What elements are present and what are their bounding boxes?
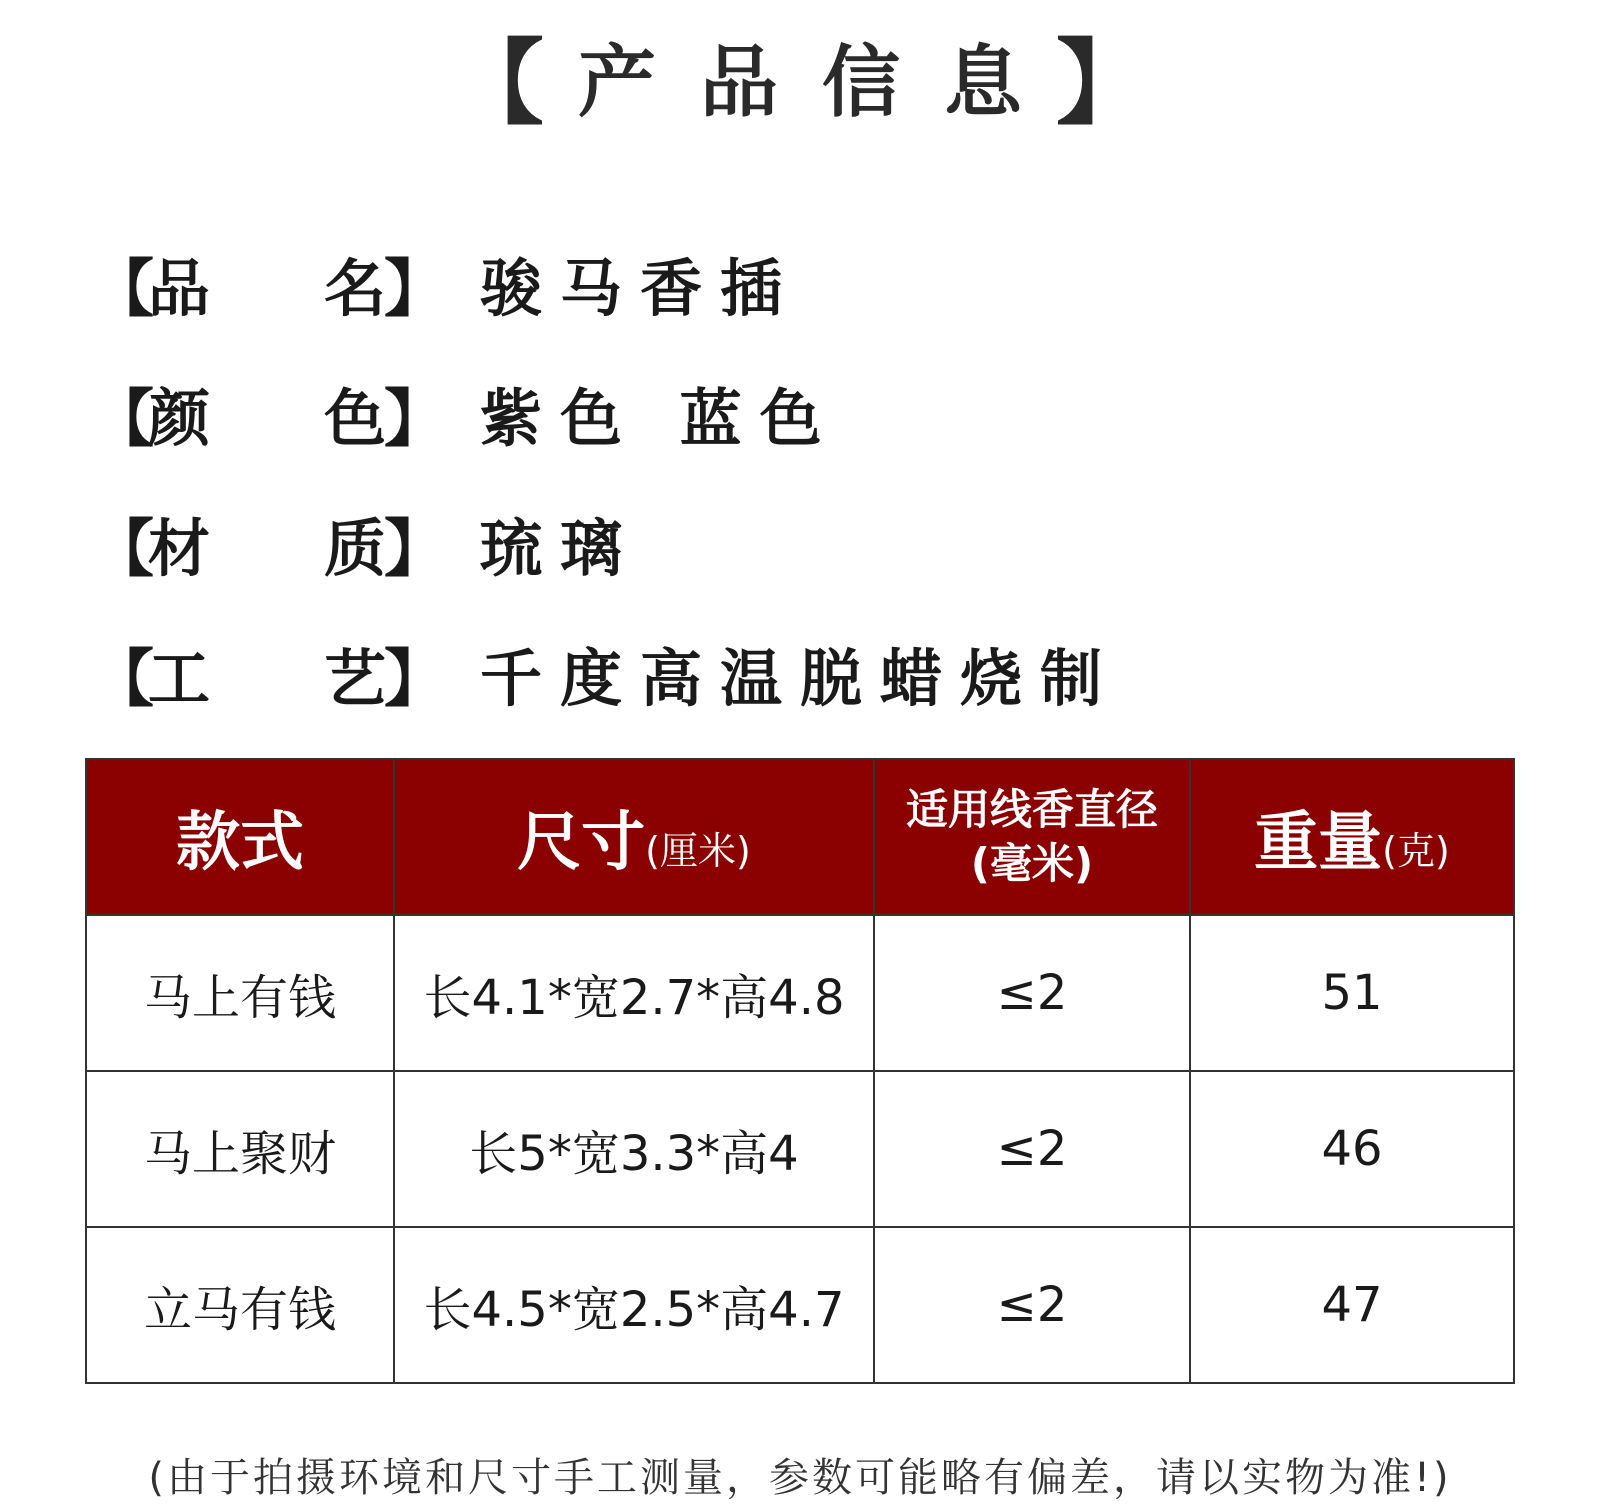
disclaimer-note: (由于拍摄环境和尺寸手工测量，参数可能略有偏差，请以实物为准!) — [148, 1455, 1452, 1501]
info-row-name — [92, 218, 1392, 348]
info-key-char: 名 — [324, 251, 387, 325]
info-key-char: 艺 — [324, 641, 387, 715]
cell-size: 长4.1*宽2.7*高4.8 — [394, 915, 874, 1071]
header-diameter-label: 适用线香直径 — [905, 785, 1158, 834]
title-char: 息 — [944, 37, 1023, 128]
info-row-craft — [92, 608, 1392, 738]
header-size-unit: (厘米) — [645, 829, 751, 873]
info-list — [92, 218, 1392, 738]
table-row — [86, 1071, 1514, 1227]
table-header-row — [86, 759, 1514, 915]
title-char: 品 — [699, 37, 778, 128]
info-row-material — [92, 478, 1392, 608]
info-value-craft: 千度高温脱蜡烧制 — [480, 641, 1121, 715]
info-key-char: 质 — [324, 511, 387, 585]
cell-diameter: ≤2 — [874, 1071, 1190, 1227]
table-row — [86, 1227, 1514, 1383]
info-close-bracket: 】 — [384, 641, 447, 715]
title-close-bracket: 】 — [1056, 29, 1149, 137]
cell-size: 长5*宽3.3*高4 — [394, 1071, 874, 1227]
info-close-bracket: 】 — [384, 381, 447, 455]
title-text — [577, 37, 1023, 128]
title-char: 信 — [822, 37, 901, 128]
cell-diameter: ≤2 — [874, 1227, 1190, 1383]
page-title — [0, 28, 1600, 138]
header-weight — [1190, 759, 1514, 915]
info-key-char: 材 — [148, 511, 211, 585]
info-close-bracket: 】 — [384, 251, 447, 325]
header-diameter — [874, 759, 1190, 915]
info-value-color: 紫色 蓝色 — [480, 381, 840, 455]
header-diameter-unit: (毫米) — [970, 839, 1094, 888]
cell-weight: 51 — [1190, 915, 1514, 1071]
header-size — [394, 759, 874, 915]
cell-style: 立马有钱 — [86, 1227, 394, 1383]
cell-size: 长4.5*宽2.5*高4.7 — [394, 1227, 874, 1383]
info-key-char: 工 — [148, 641, 211, 715]
info-key-char: 品 — [148, 251, 211, 325]
cell-diameter: ≤2 — [874, 915, 1190, 1071]
table-row — [86, 915, 1514, 1071]
header-style — [86, 759, 394, 915]
info-open-bracket: 【 — [92, 251, 155, 325]
cell-weight: 47 — [1190, 1227, 1514, 1383]
info-row-color — [92, 348, 1392, 478]
header-weight-label: 重量 — [1254, 806, 1383, 880]
header-size-label: 尺寸 — [517, 806, 646, 880]
info-open-bracket: 【 — [92, 511, 155, 585]
header-style-label: 款式 — [176, 806, 304, 880]
title-char: 产 — [577, 37, 656, 128]
info-open-bracket: 【 — [92, 641, 155, 715]
info-value-name: 骏马香插 — [480, 251, 801, 325]
info-open-bracket: 【 — [92, 381, 155, 455]
info-key-char: 色 — [324, 381, 387, 455]
info-value-material: 琉璃 — [480, 511, 641, 585]
info-close-bracket: 】 — [384, 511, 447, 585]
cell-style: 马上有钱 — [86, 915, 394, 1071]
header-weight-unit: (克) — [1382, 829, 1450, 873]
cell-style: 马上聚财 — [86, 1071, 394, 1227]
info-key-char: 颜 — [148, 381, 211, 455]
cell-weight: 46 — [1190, 1071, 1514, 1227]
title-open-bracket: 【 — [451, 29, 544, 137]
spec-table — [85, 758, 1515, 1384]
